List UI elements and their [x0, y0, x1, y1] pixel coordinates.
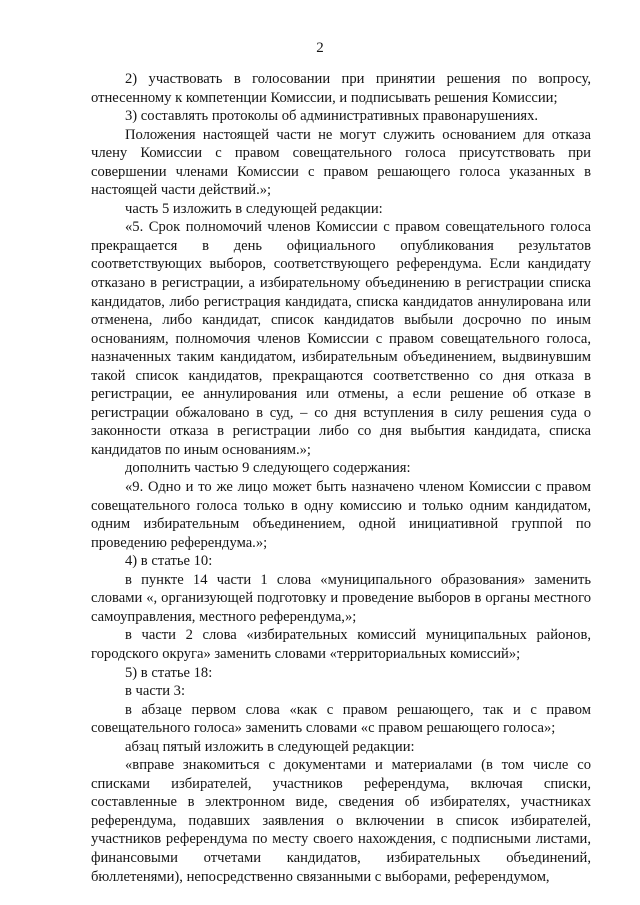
paragraph: абзац пятый изложить в следующей редакции:	[125, 738, 415, 755]
paragraph: 4) в статье 10:	[125, 553, 213, 570]
paragraph: «вправе знакомиться с документами и материалами (в том числе со списками избирателей, участников референдума, включая списки, составленные в электронном виде, сведения об избирателях, участниках референдума, подавших заявления о включении в список избирателей, участников референдума по месту своего нахождения, с подписными листами, финансовыми отчетами кандидатов, избирательных объединений, бюллетенями), непосредственно связанными с выборами, референдумом,	[91, 757, 591, 885]
document-body	[91, 70, 591, 886]
paragraph: 3) составлять протоколы об административных правонарушениях.	[125, 108, 539, 125]
paragraph: 5) в статье 18:	[125, 664, 213, 681]
paragraph: в абзаце первом слова «как с правом решающего, так и с правом совещательного голоса» заменить словами «с правом решающего голоса»;	[91, 701, 591, 737]
paragraph: дополнить частью 9 следующего содержания:	[125, 460, 411, 477]
paragraph: в пункте 14 части 1 слова «муниципального образования» заменить словами «, организующей подготовку и проведение выборов в органы местного самоуправления, местного референдума,»;	[91, 571, 591, 625]
page-number: 2	[316, 40, 324, 56]
paragraph: Положения настоящей части не могут служить основанием для отказа члену Комиссии с правом совещательного голоса присутствовать при совершении членами Комиссии с правом решающего голоса указанных в настоящей части действий.»;	[91, 126, 591, 199]
paragraph: 2) участвовать в голосовании при принятии решения по вопросу, отнесенному к компетенции Комиссии, и подписывать решения Комиссии;	[91, 71, 591, 106]
paragraph: в части 2 слова «избирательных комиссий муниципальных районов, городского округа» заменить словами «территориальных комиссий»;	[91, 627, 591, 662]
paragraph: в части 3:	[125, 683, 186, 700]
paragraph: «9. Одно и то же лицо может быть назначено членом Комиссии с правом совещательного голоса только в одну комиссию и только одним кандидатом, одним избирательным объединением, одной инициативной группой по проведению референдума.»;	[91, 479, 591, 551]
paragraph: часть 5 изложить в следующей редакции:	[125, 200, 383, 217]
paragraph: «5. Срок полномочий членов Комиссии с правом совещательного голоса прекращается в день официального опубликования результатов соответствующих выборов, соответствующего референдума. Если кандидату отказано в регистрации, а избирательному объединению в регистрации списка кандидатов, либо регистрация кандидата, списка кандидатов аннулирована или отменена, либо кандидат, список кандидатов выбыли досрочно по иным основаниям, полномочия членов Комиссии с правом совещательного голоса, назначенных таким кандидатом, избирательным объединением, выдвинувшим такой список кандидатов, прекращаются соответственно со дня отказа в регистрации, ее аннулирования или отмены, а если решение об отказе в регистрации обжаловано в суд, – со дня вступления в силу решения суда о законности отказа в регистрации либо со дня выбытия кандидата, списка кандидатов по иным основаниям.»;	[91, 219, 591, 458]
